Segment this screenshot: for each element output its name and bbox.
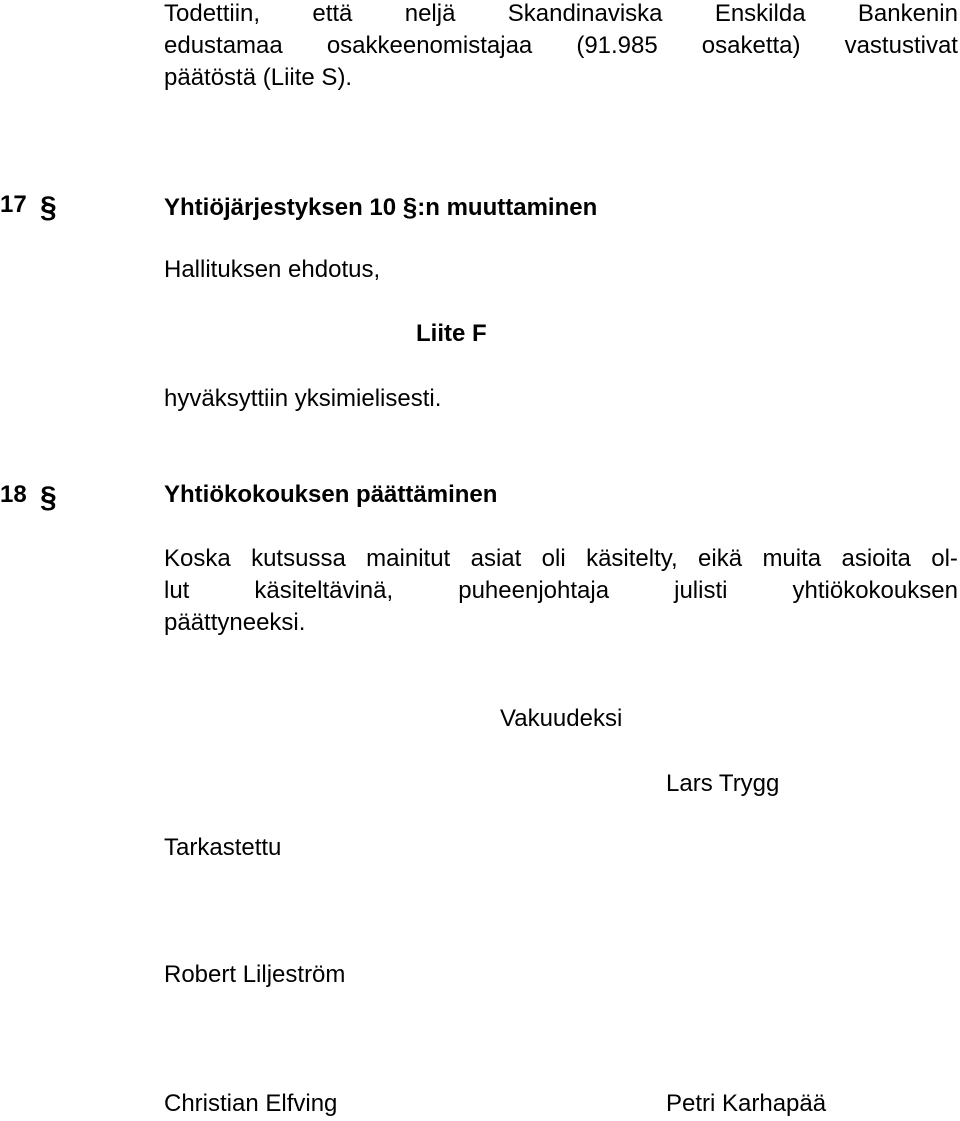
word: asioita xyxy=(841,545,911,572)
intro-line-1 xyxy=(164,2,958,26)
section-18-title: Yhtiökokouksen päättäminen xyxy=(164,481,498,508)
intro-line-2 xyxy=(164,34,958,58)
word: lut xyxy=(164,577,190,604)
word: asiat xyxy=(470,545,522,572)
checked-label: Tarkastettu xyxy=(164,834,282,861)
section-18-line-1 xyxy=(164,547,958,571)
section-17-attachment: Liite F xyxy=(416,320,487,347)
word: osakkeenomistajaa xyxy=(326,32,533,59)
section-17-proposal: Hallituksen ehdotus, xyxy=(164,256,381,283)
word: Bankenin xyxy=(857,0,958,27)
intro-line-3: päätöstä (Liite S). xyxy=(164,64,353,91)
word: Koska xyxy=(164,545,231,572)
section-18-line-3: päättyneeksi. xyxy=(164,609,306,636)
word: osaketta) xyxy=(701,32,801,59)
word: Skandinaviska xyxy=(507,0,663,27)
section-18-number: 18 xyxy=(0,481,27,508)
checker-name-2: Christian Elfving xyxy=(164,1090,338,1117)
section-17-title: Yhtiöjärjestyksen 10 §:n muuttaminen xyxy=(164,192,598,222)
word: että xyxy=(312,0,353,27)
word: (91.985 xyxy=(576,32,658,59)
checker-name-3: Petri Karhapää xyxy=(666,1090,827,1117)
word: vastustivat xyxy=(844,32,958,59)
word: käsitelty, xyxy=(586,545,678,572)
certified-label: Vakuudeksi xyxy=(500,705,623,732)
word: muita xyxy=(762,545,822,572)
word: Enskilda xyxy=(714,0,806,27)
word: yhtiökokouksen xyxy=(792,577,958,604)
word: mainitut xyxy=(366,545,451,572)
certifier-name: Lars Trygg xyxy=(666,770,780,797)
section-18-line-2 xyxy=(164,579,958,603)
section-17-symbol: § xyxy=(40,191,57,224)
word: kutsussa xyxy=(251,545,346,572)
word: oli xyxy=(541,545,566,572)
word: julisti xyxy=(674,577,728,604)
word: neljä xyxy=(404,0,456,27)
checker-name-1: Robert Liljeström xyxy=(164,961,346,988)
word: puheenjohtaja xyxy=(458,577,610,604)
word: käsiteltävinä, xyxy=(254,577,394,604)
section-18-symbol: § xyxy=(40,481,57,514)
section-17-result: hyväksyttiin yksimielisesti. xyxy=(164,385,442,412)
word: eikä xyxy=(698,545,743,572)
section-17-number: 17 xyxy=(0,191,27,218)
word: Todettiin, xyxy=(164,0,261,27)
word: edustamaa xyxy=(164,32,283,59)
word: ol- xyxy=(931,545,958,572)
